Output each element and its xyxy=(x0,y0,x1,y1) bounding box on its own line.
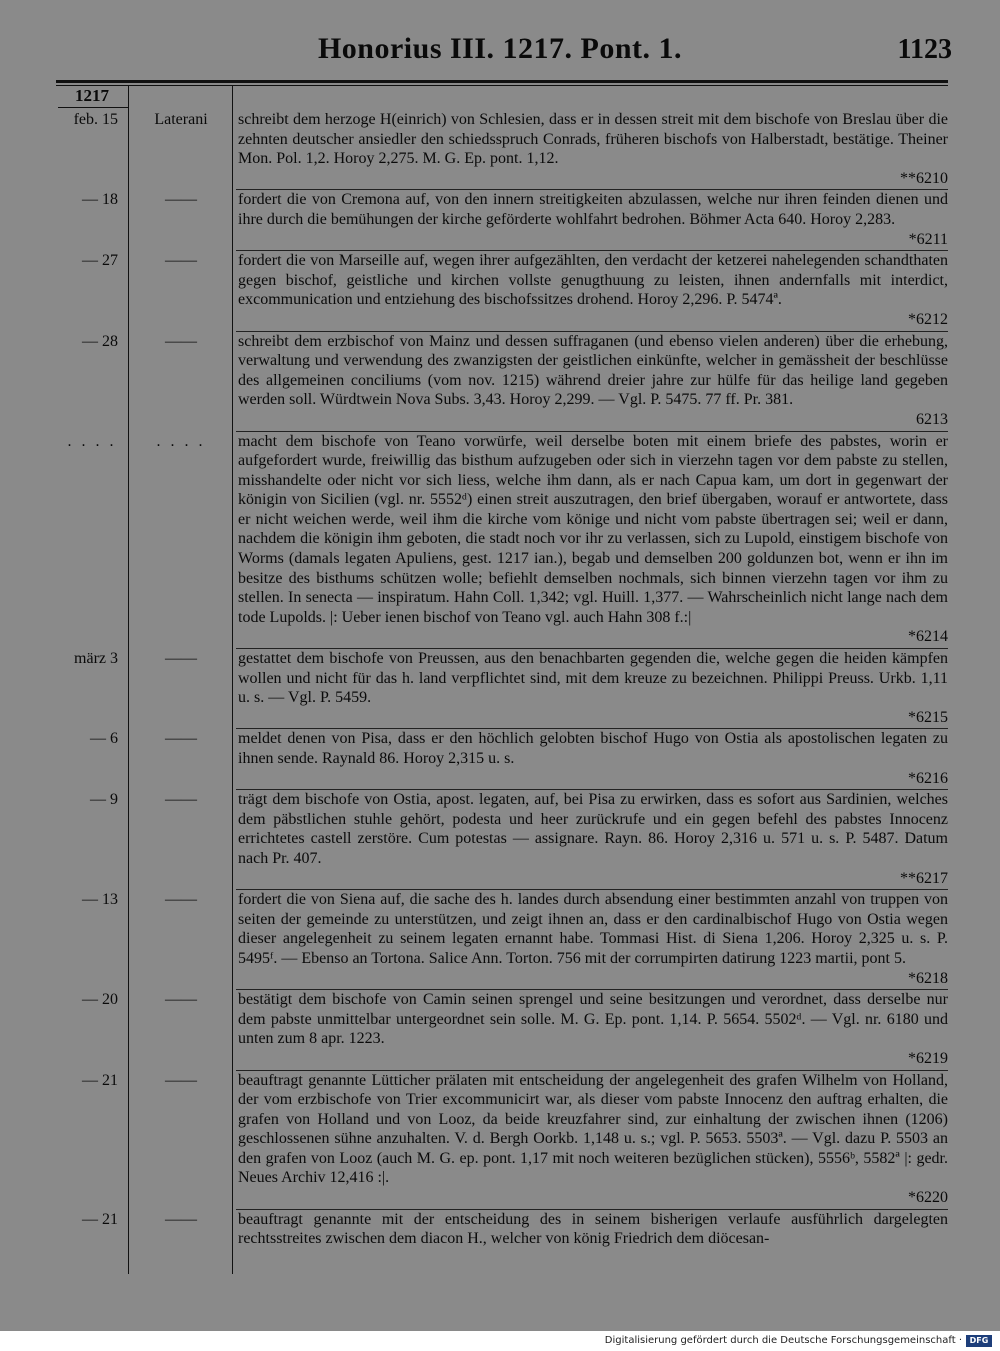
entry-body: beauftragt genannte Lütticher prälaten mit entscheidung der angelegenheit des grafen Wilhelm von Holland, der vom erzbischofe von Trier excommunicirt war, als dieser vom pabste Innocenz den auftrag erhalten, die grafen von Holland und von Looz, da beide kreuzfahrer sind, zur einhaltung der zwischen ihnen (1206) geschlossenen sühne anzuhalten. V. d. Bergh Oorkb. 1,148 u. s.; vgl. P. 5653. 5503ª. — Vgl. dazu P. 5503 an den grafen von Looz (auch M. G. ep. pont. 1,17 mit noch weiteren bezüglichen stücken), 5556ᵇ, 5582ª |: gedr. Neues Archiv 12,416 :|. xyxy=(238,1071,948,1187)
entry-body: fordert die von Siena auf, die sache des h. landes durch absendung einer bestimmten anzahl von truppen von seiten der gemeinde zu unterstützen, und zeigt ihnen an, dass er den cardinalbischof Hugo von Ostia wegen dieser angelegenheit zu seinem legaten ernannt habe. Tommasi Hist. di Siena 1,206. Horoy 2,325 u. s. P. 5495ᶠ. — Ebenso an Tortona. Salice Ann. Torton. 756 mit der corrumpirten datirung 1223 martii, pont 5. xyxy=(238,891,948,967)
entry-date: — 6 xyxy=(90,730,118,748)
entry-place: —— xyxy=(165,991,197,1009)
regest-number: *6212 xyxy=(908,310,948,328)
entry-text xyxy=(238,190,948,250)
entry-text xyxy=(238,332,948,431)
entry-text xyxy=(238,432,948,649)
entry-place: —— xyxy=(165,1071,197,1089)
regest-entry xyxy=(0,1210,1000,1250)
entry-place: —— xyxy=(165,1210,197,1228)
entry-text xyxy=(238,990,948,1069)
regest-entry xyxy=(0,190,1000,250)
year-rule xyxy=(58,107,128,108)
footer xyxy=(0,1333,1000,1351)
year-heading: 1217 xyxy=(75,86,109,105)
regest-number: *6220 xyxy=(908,1189,948,1207)
entry-body: fordert die von Marseille auf, wegen ihrer aufgezählten, den verdacht der ketzerei nahelegenden schandthaten gegen bischof, geistliche und kirchen vollste genugthuung zu leisten, ihnen andernfalls mit interdict, excommunication und entziehung des bischofssitzes drohend. Horoy 2,296. P. 5474ª. xyxy=(238,252,948,309)
regest-number: *6218 xyxy=(908,969,948,987)
entry-place: —— xyxy=(165,791,197,809)
entry-place: —— xyxy=(165,891,197,909)
header-rule-thin xyxy=(56,85,948,86)
regest-entry xyxy=(0,649,1000,728)
entry-date: — 21 xyxy=(82,1071,118,1089)
running-title: Honorius III. 1217. Pont. 1. xyxy=(317,32,683,65)
entry-date: . . . . xyxy=(67,432,117,450)
regest-entry xyxy=(0,990,1000,1069)
entry-body: bestätigt dem bischofe von Camin seinen sprengel und seine besitzungen und verordnet, dass derselbe nur dem pabste unmittelbar untergeordnet sein solle. M. G. Ep. pont. 1,14. P. 5654. 5502ᵈ. — Vgl. nr. 6180 und unten zum 8 apr. 1223. xyxy=(238,991,948,1048)
entry-body: beauftragt genannte mit der entscheidung des in seinem bisherigen verlaufe ausführlich dargelegten rechtsstreites zwischen dem diacon H., welcher von könig Friedrich dem diöcesan- xyxy=(238,1210,948,1248)
entry-date: — 18 xyxy=(82,191,118,209)
entry-date: — 9 xyxy=(90,791,118,809)
regest-number: *6214 xyxy=(908,628,948,646)
dfg-logo-icon: DFG xyxy=(966,1335,992,1347)
regest-number: 6213 xyxy=(916,410,948,428)
entry-body: trägt dem bischofe von Ostia, apost. legaten, auf, bei Pisa zu erwirken, dass es sofort aus Sardinien, welches dem päbstlichen stuhle gehört, podesta und heer zurückrufe und ein gegen befehl des pabstes Innocenz errichtetes castell zerstöre. Cum potestas — assignare. Rayn. 86. Horoy 2,316 u. 571 u. s. P. 5487. Datum nach Pr. 407. xyxy=(238,791,948,867)
entry-date: feb. 15 xyxy=(73,111,118,128)
regest-entry xyxy=(0,890,1000,989)
entry-place: Laterani xyxy=(154,111,208,128)
regest-number: *6219 xyxy=(908,1049,948,1067)
entry-body: macht dem bischofe von Teano vorwürfe, weil derselbe boten mit einem briefe des pabstes, worin er aufgefordert wurde, freiwillig das bisthum aufzugeben oder sich in vierzehn tagen vor dem pabste zu stellen, misshandelte oder nicht vor sich liess, welche ihm dann, als er nach Capua kam, um dort in gegenwart der königin von Sicilien (vgl. nr. 5552ᵈ) einen streit auszutragen, den brief übergaben, worauf er antwortete, dass er nicht weichen werde, weil ihm die kirche vom könige und nicht vom pabste übertragen sei; weil er dann, nachdem die königin ihm geboten, die stadt noch vor ihr zu verlassen, sich zu Lupold, einstigem bischofe von Worms (damals legaten Apuliens, gest. 1217 ian.), begab und demselben 200 goldunzen bot, wenn er ihn im besitze des bisthums schützen wolle; befiehlt demselben nochmals, sich binnen vierzehn tagen vor ihm zu stellen. In senecta — inspiratum. Hahn Coll. 1,342; vgl. Huill. 1,377. — Wahrscheinlich nicht lange nach dem tode Lupolds. |: Ueber ienen bischof von Teano vgl. auch Hahn 308 f.:| xyxy=(238,432,948,626)
entry-text xyxy=(238,729,948,789)
entry-place: —— xyxy=(165,191,197,209)
entry-body: schreibt dem erzbischof von Mainz und dessen suffraganen (und ebenso vielen anderen) über die erhebung, verwaltung und verwendung des zwanzigsten der geistlichen einkünfte, welcher in gemässheit der beschlüsse des allgemeinen conciliums (vom nov. 1215) während dreier jahre zur hülfe für das heilige land gegeben werden soll. Würdtwein Nova Subs. 3,43. Horoy 2,299. — Vgl. P. 5475. 77 ff. Pr. 381. xyxy=(238,332,948,409)
regest-number: *6211 xyxy=(908,230,948,248)
entry-place: —— xyxy=(165,650,197,668)
entry-text xyxy=(238,890,948,989)
entry-date: — 20 xyxy=(82,991,118,1009)
entry-place: . . . . xyxy=(156,432,206,450)
entry-body: gestattet dem bischofe von Preussen, aus den benachbarten gegenden die, welche gegen die heiden kämpfen wollen und nicht für das h. land verpflichtet sind, mit dem kreuze zu bezeichnen. Philippi Preuss. Urkb. 1,11 u. s. — Vgl. P. 5459. xyxy=(238,650,948,707)
entry-date: — 13 xyxy=(82,891,118,909)
entry-date: — 28 xyxy=(82,332,118,350)
entry-date: märz 3 xyxy=(74,650,118,668)
entry-text xyxy=(238,790,948,889)
regest-entry xyxy=(0,729,1000,789)
entry-date: — 27 xyxy=(82,252,118,270)
regest-number: *6216 xyxy=(908,769,948,787)
regest-number: **6210 xyxy=(900,169,948,187)
entry-text xyxy=(238,110,948,189)
regest-entry xyxy=(0,251,1000,330)
regest-entry xyxy=(0,332,1000,431)
dfg-credit: Digitalisierung gefördert durch die Deutsche Forschungsgemeinschaft · xyxy=(604,1335,962,1346)
entry-text xyxy=(238,251,948,330)
entry-place: —— xyxy=(165,332,197,350)
regest-entry xyxy=(0,790,1000,889)
entry-text xyxy=(238,649,948,728)
page-number: 1123 xyxy=(897,34,952,65)
regest-number: *6215 xyxy=(908,708,948,726)
regesta-entries xyxy=(0,110,1000,1250)
entry-body: fordert die von Cremona auf, von den innern streitigkeiten abzulassen, welche nur ihren feinden dienen und ihre durch die bemühungen der kirche geförderte wohlfahrt bedrohen. Böhmer Acta 640. Horoy 2,283. xyxy=(238,191,948,228)
entry-place: —— xyxy=(165,252,197,270)
entry-text xyxy=(238,1071,948,1209)
regest-entry xyxy=(0,110,1000,189)
entry-body: schreibt dem herzoge H(einrich) von Schlesien, dass er in dessen streit mit dem bischofe von Breslau über die zehnten deutscher ansiedler den schiedsspruch Conrads, früheren bischofs von Halberstadt, bestätige. Theiner Mon. Pol. 1,2. Horoy 2,275. M. G. Ep. pont. 1,12. xyxy=(238,111,948,168)
regest-entry xyxy=(0,432,1000,649)
entry-date: — 21 xyxy=(82,1210,118,1228)
regest-number: **6217 xyxy=(900,869,948,887)
entry-text xyxy=(238,1210,948,1250)
entry-place: —— xyxy=(165,730,197,748)
header-rule xyxy=(56,80,948,83)
regest-entry xyxy=(0,1071,1000,1209)
entry-body: meldet denen von Pisa, dass er den höchlich gelobten bischof Hugo von Ostia als apostolischen legaten zu ihnen sende. Raynald 86. Horoy 2,315 u. s. xyxy=(238,730,948,767)
